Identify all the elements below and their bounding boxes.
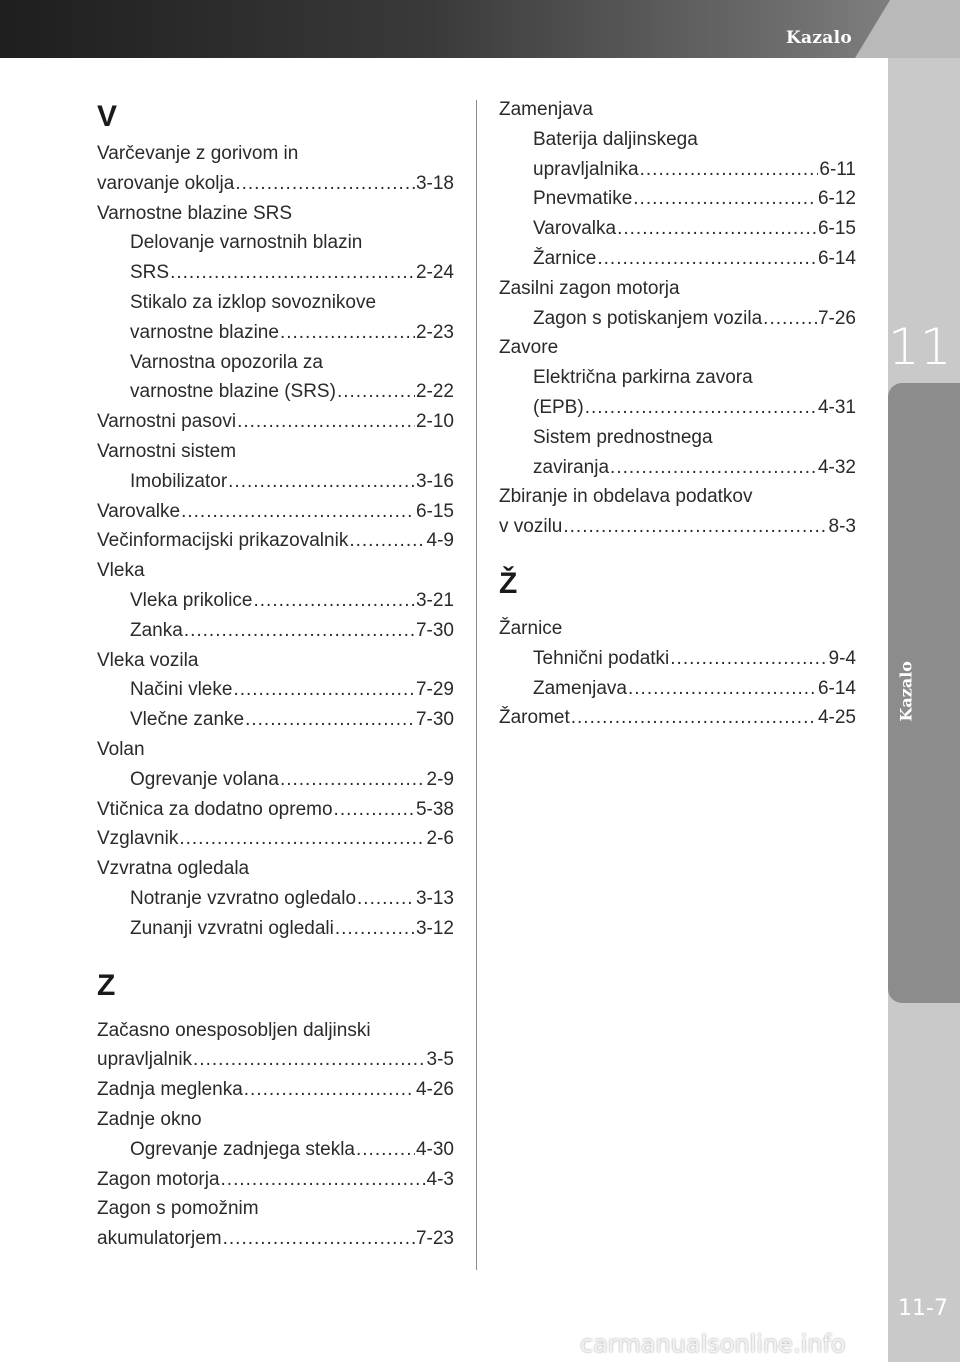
index-entry-text: Vlečne zanke [130, 709, 245, 731]
index-entry-text: Zbiranje in obdelava podatkov [499, 486, 753, 508]
index-letter-heading: V [97, 100, 118, 133]
index-entry-heading [499, 274, 856, 304]
index-page-ref[interactable]: 4-3 [426, 1168, 454, 1190]
index-entry-text: varnostne blazine (SRS) [130, 381, 336, 403]
dot-leader [357, 884, 415, 914]
index-page-ref[interactable]: 7-30 [415, 709, 454, 731]
dot-leader [610, 453, 817, 483]
index-page-ref[interactable]: 2-9 [426, 768, 454, 790]
index-page-ref[interactable]: 3-13 [415, 887, 454, 909]
index-entry-text: zaviranja [533, 456, 610, 478]
index-page-ref[interactable]: 7-26 [817, 307, 856, 329]
index-entry-text: Varnostne blazine SRS [97, 202, 293, 224]
index-entry[interactable] [97, 1075, 454, 1105]
dot-leader [628, 674, 817, 704]
index-entry[interactable] [97, 616, 454, 646]
index-entry[interactable] [499, 304, 856, 334]
index-entry-heading [97, 288, 454, 318]
index-page-ref[interactable]: 2-6 [426, 828, 454, 850]
index-page-ref[interactable]: 3-5 [426, 1049, 454, 1071]
dot-leader [763, 304, 817, 334]
index-page-ref[interactable]: 3-18 [415, 172, 454, 194]
index-entry-text: Varnostni sistem [97, 440, 237, 462]
index-entry-text: Tehnični podatki [533, 647, 670, 669]
index-entry[interactable] [97, 497, 454, 527]
index-entry-heading [97, 1194, 454, 1224]
index-entry[interactable] [97, 675, 454, 705]
index-entry[interactable] [499, 453, 856, 483]
index-entry-text: Ogrevanje volana [130, 768, 279, 790]
index-column-right [499, 95, 856, 733]
index-entry-text: Zadnje okno [97, 1108, 202, 1130]
dot-leader [170, 258, 415, 288]
index-entry-heading [499, 125, 856, 155]
index-entry-text: Varnostni pasovi [97, 411, 237, 433]
index-entry-text: Žarnice [499, 617, 563, 639]
index-entry[interactable] [499, 674, 856, 704]
index-entry-text: upravljalnik [97, 1049, 193, 1071]
index-entry-text: Notranje vzvratno ogledalo [130, 887, 357, 909]
index-entry-text: Žaromet [499, 707, 570, 729]
index-entry[interactable] [499, 644, 856, 674]
index-entry-text: Začasno onesposobljen daljinski [97, 1019, 371, 1041]
index-page-ref[interactable]: 9-4 [828, 647, 856, 669]
index-entry-text: Zagon s potiskanjem vozila [533, 307, 763, 329]
index-entry[interactable] [499, 214, 856, 244]
index-entry-text: Zanka [130, 619, 183, 641]
index-entry-text: Zagon motorja [97, 1168, 220, 1190]
index-entry[interactable] [499, 703, 856, 733]
index-entry-text: Delovanje varnostnih blazin [130, 232, 363, 254]
index-page-ref[interactable]: 6-15 [817, 218, 856, 240]
dot-leader [335, 914, 415, 944]
index-entry-text: (EPB) [533, 396, 584, 418]
index-page-ref[interactable]: 6-12 [817, 188, 856, 210]
index-entry-heading [97, 854, 454, 884]
index-entry-text: Zamenjava [499, 99, 593, 120]
index-entry[interactable] [97, 765, 454, 795]
index-entry-text: Baterija daljinskega [533, 128, 698, 150]
index-page-ref[interactable]: 3-12 [415, 917, 454, 939]
index-entry-text: Vleka vozila [97, 649, 199, 671]
index-entry[interactable] [97, 586, 454, 616]
index-entry-text: Načini vleke [130, 679, 233, 701]
index-entry[interactable] [97, 318, 454, 348]
index-entry-heading [499, 614, 856, 644]
index-entry-text: Zagon s pomožnim [97, 1198, 259, 1220]
dot-leader [280, 318, 415, 348]
index-page-ref[interactable]: 4-9 [426, 530, 454, 552]
index-entry-heading [97, 139, 454, 169]
dot-leader [571, 703, 817, 733]
index-entry[interactable] [97, 884, 454, 914]
index-entry-heading [97, 437, 454, 467]
column-divider [476, 100, 477, 1270]
index-page-ref[interactable]: 7-29 [415, 679, 454, 701]
dot-leader [245, 705, 415, 735]
index-entry[interactable] [97, 914, 454, 944]
index-page-ref[interactable]: 3-21 [415, 589, 454, 611]
index-page-ref[interactable]: 6-14 [817, 677, 856, 699]
index-entry-text: Varnostna opozorila za [130, 351, 323, 373]
index-entry[interactable] [97, 705, 454, 735]
index-entry-text: Zamenjava [533, 677, 627, 699]
index-entry-heading [97, 199, 454, 229]
index-entry-text: Večinformacijski prikazovalnik [97, 530, 349, 552]
index-entry[interactable] [97, 824, 454, 854]
index-entry[interactable] [97, 1224, 454, 1254]
dot-leader [334, 795, 415, 825]
dot-leader [349, 526, 425, 556]
index-entry-heading [499, 333, 856, 363]
dot-leader [179, 824, 425, 854]
index-entry-text: Varovalke [97, 500, 181, 522]
index-page-ref[interactable]: 6-15 [415, 500, 454, 522]
index-entry[interactable] [97, 526, 454, 556]
index-entry[interactable] [499, 244, 856, 274]
dot-leader [337, 377, 415, 407]
index-entry-text: Električna parkirna zavora [533, 367, 753, 389]
index-column-left [97, 95, 454, 1254]
dot-leader [221, 1165, 426, 1195]
index-entry-text: Vleka [97, 560, 145, 582]
index-page-ref[interactable]: 6-14 [817, 247, 856, 269]
index-entry-heading [499, 95, 856, 125]
index-letter-heading: Z [97, 968, 116, 1002]
chapter-label: Kazalo [896, 661, 916, 722]
index-page-ref[interactable]: 2-22 [415, 381, 454, 403]
index-entry[interactable] [97, 795, 454, 825]
dot-leader [237, 407, 415, 437]
index-entry-text: Volan [97, 738, 145, 760]
index-entry-text: Varčevanje z gorivom in [97, 143, 299, 164]
index-entry-text: Sistem prednostnega [533, 426, 713, 448]
index-entry-text: Vzglavnik [97, 828, 179, 850]
index-entry-text: Zunanji vzvratni ogledali [130, 917, 334, 939]
dot-leader [181, 497, 415, 527]
index-entry-text: Zasilni zagon motorja [499, 277, 680, 299]
index-entry[interactable] [499, 155, 856, 185]
index-entry-text: Zavore [499, 337, 559, 359]
index-entry-heading [97, 735, 454, 765]
index-entry[interactable] [97, 1135, 454, 1165]
index-entry[interactable] [97, 1045, 454, 1075]
index-entry-text: Zadnja meglenka [97, 1079, 243, 1101]
index-entry-text: Vzvratna ogledala [97, 858, 250, 880]
index-entry-heading [97, 228, 454, 258]
index-page-ref[interactable]: 4-30 [415, 1138, 454, 1160]
dot-leader [640, 155, 819, 185]
watermark: carmanualsonline.info [580, 1330, 846, 1358]
index-entry-text: Žarnice [533, 247, 597, 269]
index-page-ref[interactable]: 4-25 [817, 707, 856, 729]
dot-leader [280, 765, 426, 795]
index-entry-text: varnostne blazine [130, 321, 279, 343]
index-entry[interactable] [97, 467, 454, 497]
index-page-ref[interactable]: 3-16 [415, 470, 454, 492]
index-page-ref[interactable]: 4-26 [415, 1079, 454, 1101]
index-entry-heading [499, 363, 856, 393]
index-page-ref[interactable]: 7-30 [415, 619, 454, 641]
index-entry-text: Imobilizator [130, 470, 228, 492]
index-page-ref[interactable]: 4-31 [817, 396, 856, 418]
chapter-number: 11 [888, 318, 952, 376]
index-entry-text: v vozilu [499, 516, 563, 538]
index-entry-text: Vleka prikolice [130, 589, 253, 611]
dot-leader [184, 616, 415, 646]
index-entry[interactable] [499, 512, 856, 542]
dot-leader [670, 644, 827, 674]
dot-leader [633, 184, 817, 214]
index-entry-heading [97, 556, 454, 586]
dot-leader [617, 214, 817, 244]
index-page-ref[interactable]: 8-3 [828, 516, 856, 538]
index-entry-heading [499, 423, 856, 453]
dot-leader [193, 1045, 425, 1075]
dot-leader [254, 586, 415, 616]
index-entry[interactable] [97, 169, 454, 199]
dot-leader [585, 393, 817, 423]
dot-leader [235, 169, 415, 199]
dot-leader [228, 467, 415, 497]
index-letter-heading: Ž [499, 566, 518, 600]
dot-leader [356, 1135, 415, 1165]
index-entry[interactable] [97, 407, 454, 437]
index-entry[interactable] [499, 184, 856, 214]
index-entry-text: varovanje okolja [97, 172, 235, 194]
index-page-ref[interactable]: 2-24 [415, 262, 454, 284]
index-entry[interactable] [97, 1165, 454, 1195]
index-entry-text: Stikalo za izklop sovoznikove [130, 291, 377, 313]
dot-leader [233, 675, 415, 705]
index-entry[interactable] [97, 377, 454, 407]
index-entry-text: upravljalnika [533, 158, 639, 180]
index-entry-heading [499, 482, 856, 512]
dot-leader [563, 512, 827, 542]
index-entry-heading [97, 1016, 454, 1046]
index-entry-text: SRS [130, 262, 170, 284]
index-entry-text: Vtičnica za dodatno opremo [97, 798, 333, 820]
index-page-ref[interactable]: 4-32 [817, 456, 856, 478]
index-entry-heading [97, 1105, 454, 1135]
header-title: Kazalo [785, 28, 852, 48]
index-entry-text: Ogrevanje zadnjega stekla [130, 1138, 355, 1160]
index-page-ref[interactable]: 2-23 [415, 321, 454, 343]
dot-leader [597, 244, 817, 274]
index-entry-text: Varovalka [533, 218, 617, 240]
index-entry-heading [97, 348, 454, 378]
index-entry-heading [97, 646, 454, 676]
dot-leader [223, 1224, 415, 1254]
index-entry[interactable] [97, 258, 454, 288]
index-entry-text: Pnevmatike [533, 188, 633, 210]
index-page-ref[interactable]: 5-38 [415, 798, 454, 820]
index-entry-text: akumulatorjem [97, 1228, 222, 1250]
index-page-ref[interactable]: 7-23 [415, 1228, 454, 1250]
index-page-ref[interactable]: 2-10 [415, 411, 454, 433]
page-number: 11-7 [898, 1296, 948, 1321]
dot-leader [244, 1075, 415, 1105]
index-entry[interactable] [499, 393, 856, 423]
index-page-ref[interactable]: 6-11 [819, 158, 856, 180]
